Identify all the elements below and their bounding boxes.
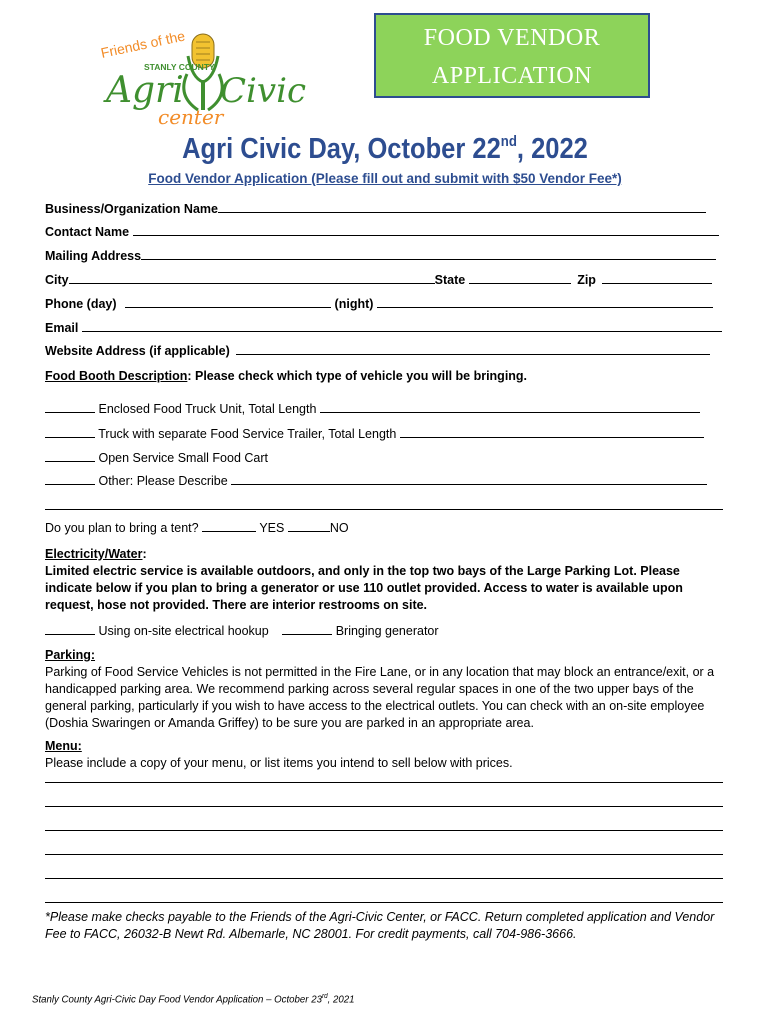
menu-line-5[interactable] <box>45 878 723 879</box>
website-label: Website Address (if applicable) <box>45 344 230 358</box>
electricity-section <box>45 546 730 614</box>
website-field[interactable] <box>236 342 710 355</box>
booth-option-1-length-field[interactable] <box>320 400 700 413</box>
contact-name-row <box>45 223 725 239</box>
menu-line-1[interactable] <box>45 782 723 783</box>
event-title-main: Agri Civic Day, October 22 <box>182 133 501 165</box>
electricity-heading-colon: : <box>142 547 147 561</box>
event-title-end: , 2022 <box>516 133 588 165</box>
tent-yes-check[interactable] <box>202 519 256 532</box>
website-row <box>45 342 725 358</box>
booth-option-2-label: Truck with separate Food Service Trailer, Total Length <box>98 427 397 441</box>
menu-heading: Menu: <box>45 739 82 753</box>
electric-hookup-check[interactable] <box>45 622 95 635</box>
booth-option-1-check[interactable] <box>45 400 95 413</box>
business-name-label: Business/Organization Name <box>45 202 218 216</box>
zip-label: Zip <box>577 273 596 287</box>
event-title-sup: nd <box>500 133 517 150</box>
booth-option-1-label: Enclosed Food Truck Unit, Total Length <box>98 402 317 416</box>
city-field[interactable] <box>69 271 435 284</box>
corn-microphone-icon <box>184 34 222 110</box>
booth-option-3-check[interactable] <box>45 449 95 462</box>
booth-option-3 <box>45 449 725 465</box>
generator-label: Bringing generator <box>335 624 439 638</box>
state-label: State <box>434 273 466 287</box>
logo-county-text: STANLY COUNTY <box>144 62 215 72</box>
business-name-row <box>45 200 725 216</box>
zip-field[interactable] <box>602 271 712 284</box>
phone-row <box>45 295 725 311</box>
booth-option-4-describe-field[interactable] <box>231 472 707 485</box>
parking-section <box>45 647 730 732</box>
electricity-body: Limited electric service is available outdoors, and only in the top two bays of the Large Parking Lot. Please indicate below if you plan to bring a generator or use 110 outlet provided. Access to water is available upon request, hose not provided. There are interior restrooms on site. <box>45 564 683 612</box>
menu-line-3[interactable] <box>45 830 723 831</box>
title-line-1: FOOD VENDOR <box>423 25 601 51</box>
agri-civic-center-logo <box>92 26 312 130</box>
event-title <box>46 133 724 166</box>
mailing-address-label: Mailing Address <box>45 249 142 263</box>
footnote: *Please make checks payable to the Friends of the Agri-Civic Center, or FACC. Return completed application and Vendor Fee to FACC, 26032-B Newt Rd. Albemarle, NC 28001. For credit payments, call 704-986-3666. <box>45 910 715 941</box>
booth-describe-line[interactable] <box>45 509 723 510</box>
logo-agri-text: Agri <box>106 70 184 111</box>
contact-name-field[interactable] <box>133 223 719 236</box>
parking-heading: Parking: <box>45 648 96 662</box>
page-footer <box>32 993 355 1006</box>
email-row <box>45 319 725 335</box>
booth-option-1 <box>45 400 725 416</box>
state-field[interactable] <box>469 271 571 284</box>
phone-day-field[interactable] <box>125 295 331 308</box>
booth-heading: Food Booth Description <box>45 369 188 383</box>
email-field[interactable] <box>82 319 722 332</box>
booth-option-4-label: Other: Please Describe <box>98 474 228 488</box>
tent-row <box>45 519 725 535</box>
booth-option-4 <box>45 472 725 488</box>
phone-night-label: (night) <box>334 297 374 311</box>
electricity-heading: Electricity/Water <box>45 547 143 561</box>
title-box <box>374 13 650 98</box>
booth-heading-rest: : Please check which type of vehicle you will be bringing. <box>187 369 528 383</box>
mailing-address-row <box>45 247 725 263</box>
booth-option-3-label: Open Service Small Food Cart <box>98 451 268 465</box>
parking-body: Parking of Food Service Vehicles is not permitted in the Fire Lane, or in any location that may block an entrance/exit, or a handicapped parking area. We recommend parking across several regular spaces in one of the two upper bays of the general parking, particularly if you wish to have access to the electrical outlets. You can check with an on-site employee (Doshia Swaringen or Amanda Griffey) to be sure you are parked in an appropriate area. <box>45 665 715 730</box>
contact-name-label: Contact Name <box>45 225 130 239</box>
booth-option-4-check[interactable] <box>45 472 95 485</box>
menu-body: Please include a copy of your menu, or list items you intend to sell below with prices. <box>45 756 513 770</box>
booth-option-2-length-field[interactable] <box>400 425 704 438</box>
electric-hookup-label: Using on-site electrical hookup <box>98 624 269 638</box>
logo-friends-text: Friends of the <box>99 27 187 61</box>
title-line-2: APPLICATION <box>431 63 593 89</box>
tent-no-label: NO <box>329 521 349 535</box>
menu-line-4[interactable] <box>45 854 723 855</box>
business-name-field[interactable] <box>218 200 706 213</box>
subtitle: Food Vendor Application (Please fill out and submit with $50 Vendor Fee*) <box>148 171 622 186</box>
footer-text: Stanly County Agri-Civic Day Food Vendor Application – October 23 <box>32 993 322 1006</box>
menu-line-6[interactable] <box>45 902 723 903</box>
menu-section <box>45 738 730 772</box>
tent-question: Do you plan to bring a tent? <box>45 521 199 535</box>
tent-yes-label: YES <box>259 521 285 535</box>
logo-civic-text: Civic <box>220 71 307 111</box>
tent-no-check[interactable] <box>288 519 330 532</box>
phone-day-label: Phone (day) <box>45 297 117 311</box>
footer-sup: rd <box>321 993 328 1000</box>
booth-option-2 <box>45 425 725 441</box>
email-label: Email <box>45 321 79 335</box>
mailing-address-field[interactable] <box>141 247 716 260</box>
electric-options-row <box>45 622 725 638</box>
city-label: City <box>45 273 69 287</box>
menu-line-2[interactable] <box>45 806 723 807</box>
generator-check[interactable] <box>282 622 332 635</box>
logo-center-text: center <box>158 105 224 129</box>
booth-heading-row <box>45 369 725 383</box>
city-state-zip-row <box>45 271 725 287</box>
footer-year: , 2021 <box>327 993 355 1006</box>
phone-night-field[interactable] <box>377 295 713 308</box>
booth-option-2-check[interactable] <box>45 425 95 438</box>
